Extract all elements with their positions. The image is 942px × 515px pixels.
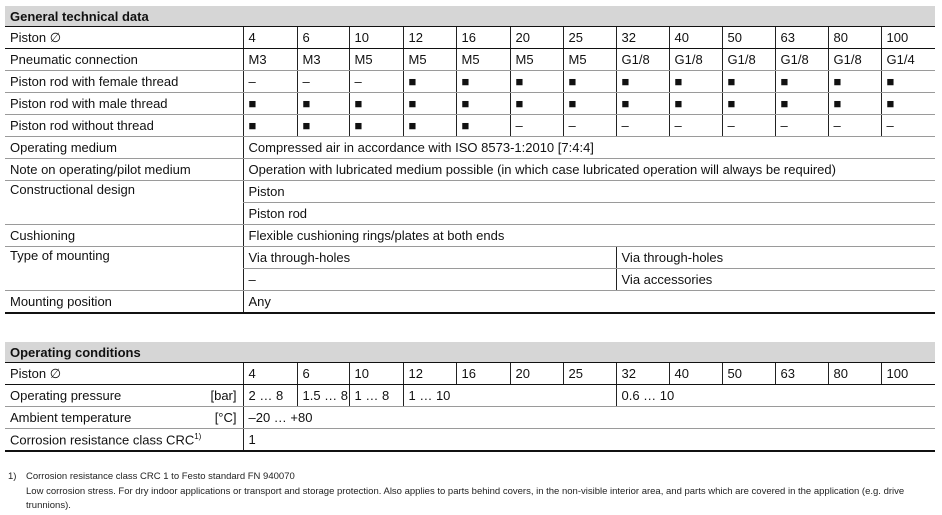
size-cell: 20 bbox=[510, 363, 563, 385]
male-thread-value: ■ bbox=[563, 93, 616, 115]
without-thread-value: – bbox=[669, 115, 722, 137]
size-cell: 6 bbox=[297, 363, 349, 385]
operating-pressure-value: 2 … 8 bbox=[243, 385, 297, 407]
size-cell: 25 bbox=[563, 27, 616, 49]
pneumatic-connection-label: Pneumatic connection bbox=[5, 49, 243, 71]
without-thread-value: – bbox=[722, 115, 775, 137]
note-medium-value: Operation with lubricated medium possible (in which case lubricated operation will always be required) bbox=[243, 159, 935, 181]
male-thread-label: Piston rod with male thread bbox=[5, 93, 243, 115]
operating-pressure-label bbox=[5, 385, 243, 407]
female-thread-value: ■ bbox=[828, 71, 881, 93]
type-of-mounting-right: Via through-holes bbox=[616, 247, 935, 269]
pneumatic-connection-value: M5 bbox=[349, 49, 403, 71]
female-thread-value: – bbox=[297, 71, 349, 93]
pneumatic-connection-value: M5 bbox=[563, 49, 616, 71]
size-cell: 12 bbox=[403, 363, 456, 385]
size-cell: 16 bbox=[456, 363, 510, 385]
male-thread-value: ■ bbox=[775, 93, 828, 115]
female-thread-value: – bbox=[349, 71, 403, 93]
general-technical-data-table bbox=[5, 6, 935, 314]
type-of-mounting-left: Via through-holes bbox=[243, 247, 616, 269]
male-thread-value: ■ bbox=[456, 93, 510, 115]
size-cell: 4 bbox=[243, 363, 297, 385]
pneumatic-connection-value: G1/8 bbox=[775, 49, 828, 71]
operating-medium-label: Operating medium bbox=[5, 137, 243, 159]
operating-pressure-value: 0.6 … 10 bbox=[616, 385, 935, 407]
size-cell: 10 bbox=[349, 27, 403, 49]
without-thread-value: ■ bbox=[243, 115, 297, 137]
cushioning-value: Flexible cushioning rings/plates at both ends bbox=[243, 225, 935, 247]
male-thread-value: ■ bbox=[828, 93, 881, 115]
without-thread-value: – bbox=[510, 115, 563, 137]
corrosion-class-value: 1 bbox=[243, 429, 935, 452]
operating-conditions-table bbox=[5, 342, 935, 452]
without-thread-value: ■ bbox=[403, 115, 456, 137]
without-thread-value: – bbox=[616, 115, 669, 137]
pneumatic-connection-value: G1/8 bbox=[828, 49, 881, 71]
operating-pressure-value: 1 … 10 bbox=[403, 385, 616, 407]
footnote-line-1: Corrosion resistance class CRC 1 to Festo standard FN 940070 bbox=[26, 471, 295, 482]
size-cell: 20 bbox=[510, 27, 563, 49]
male-thread-value: ■ bbox=[510, 93, 563, 115]
footnote bbox=[8, 470, 908, 514]
without-thread-value: – bbox=[775, 115, 828, 137]
female-thread-value: ■ bbox=[456, 71, 510, 93]
size-cell: 63 bbox=[775, 363, 828, 385]
pneumatic-connection-value: M3 bbox=[243, 49, 297, 71]
type-of-mounting-right: Via accessories bbox=[616, 269, 935, 291]
female-thread-value: ■ bbox=[403, 71, 456, 93]
operating-pressure-text: Operating pressure bbox=[10, 388, 122, 403]
male-thread-value: ■ bbox=[243, 93, 297, 115]
size-cell: 25 bbox=[563, 363, 616, 385]
type-of-mounting-left: – bbox=[243, 269, 616, 291]
operating-pressure-value: 1.5 … 8 bbox=[297, 385, 349, 407]
cushioning-label: Cushioning bbox=[5, 225, 243, 247]
footnote-ref: 1) bbox=[194, 431, 202, 441]
constructional-design-value: Piston rod bbox=[243, 203, 935, 225]
size-cell: 12 bbox=[403, 27, 456, 49]
male-thread-value: ■ bbox=[669, 93, 722, 115]
size-cell: 100 bbox=[881, 27, 935, 49]
footnote-number: 1) bbox=[8, 471, 17, 482]
without-thread-value: ■ bbox=[297, 115, 349, 137]
female-thread-value: – bbox=[243, 71, 297, 93]
size-cell: 10 bbox=[349, 363, 403, 385]
size-cell: 63 bbox=[775, 27, 828, 49]
ambient-temperature-text: Ambient temperature bbox=[10, 410, 132, 425]
ambient-temperature-value: –20 … +80 bbox=[243, 407, 935, 429]
pneumatic-connection-value: M5 bbox=[403, 49, 456, 71]
male-thread-value: ■ bbox=[297, 93, 349, 115]
corrosion-class-text: Corrosion resistance class CRC bbox=[10, 432, 195, 448]
female-thread-value: ■ bbox=[669, 71, 722, 93]
size-cell: 50 bbox=[722, 363, 775, 385]
male-thread-value: ■ bbox=[722, 93, 775, 115]
pneumatic-connection-value: G1/8 bbox=[616, 49, 669, 71]
note-medium-label: Note on operating/pilot medium bbox=[5, 159, 243, 181]
female-thread-value: ■ bbox=[510, 71, 563, 93]
without-thread-value: ■ bbox=[349, 115, 403, 137]
constructional-design-label: Constructional design bbox=[5, 181, 243, 225]
size-cell: 80 bbox=[828, 27, 881, 49]
male-thread-value: ■ bbox=[616, 93, 669, 115]
corrosion-class-label bbox=[5, 429, 243, 452]
size-cell: 32 bbox=[616, 363, 669, 385]
footnote-line-2: Low corrosion stress. For dry indoor applications or transport and storage protection. Also applies to parts behind covers, in the non-visible interior area, and parts which are covered in the application (e.g. drive trunnions). bbox=[26, 485, 905, 511]
without-thread-value: ■ bbox=[456, 115, 510, 137]
general-title: General technical data bbox=[5, 6, 935, 27]
female-thread-value: ■ bbox=[881, 71, 935, 93]
operating-pressure-value: 1 … 8 bbox=[349, 385, 403, 407]
size-cell: 16 bbox=[456, 27, 510, 49]
piston-label: Piston ∅ bbox=[5, 27, 243, 49]
female-thread-value: ■ bbox=[616, 71, 669, 93]
without-thread-value: – bbox=[828, 115, 881, 137]
size-cell: 40 bbox=[669, 363, 722, 385]
size-cell: 40 bbox=[669, 27, 722, 49]
female-thread-value: ■ bbox=[563, 71, 616, 93]
pneumatic-connection-value: M5 bbox=[510, 49, 563, 71]
operating-medium-value: Compressed air in accordance with ISO 8573-1:2010 [7:4:4] bbox=[243, 137, 935, 159]
male-thread-value: ■ bbox=[881, 93, 935, 115]
female-thread-value: ■ bbox=[775, 71, 828, 93]
piston-label: Piston ∅ bbox=[5, 363, 243, 385]
female-thread-label: Piston rod with female thread bbox=[5, 71, 243, 93]
mounting-position-label: Mounting position bbox=[5, 291, 243, 314]
without-thread-value: – bbox=[881, 115, 935, 137]
ambient-temperature-label bbox=[5, 407, 243, 429]
mounting-position-value: Any bbox=[243, 291, 935, 314]
pneumatic-connection-value: G1/8 bbox=[669, 49, 722, 71]
size-cell: 6 bbox=[297, 27, 349, 49]
without-thread-value: – bbox=[563, 115, 616, 137]
size-cell: 50 bbox=[722, 27, 775, 49]
pneumatic-connection-value: M5 bbox=[456, 49, 510, 71]
size-cell: 4 bbox=[243, 27, 297, 49]
constructional-design-value: Piston bbox=[243, 181, 935, 203]
pneumatic-connection-value: M3 bbox=[297, 49, 349, 71]
size-cell: 100 bbox=[881, 363, 935, 385]
operating-pressure-unit: [bar] bbox=[210, 388, 237, 403]
type-of-mounting-label: Type of mounting bbox=[5, 247, 243, 291]
ambient-temperature-unit: [°C] bbox=[214, 410, 237, 425]
operating-title: Operating conditions bbox=[5, 342, 935, 363]
pneumatic-connection-value: G1/4 bbox=[881, 49, 935, 71]
size-cell: 32 bbox=[616, 27, 669, 49]
size-cell: 80 bbox=[828, 363, 881, 385]
male-thread-value: ■ bbox=[403, 93, 456, 115]
pneumatic-connection-value: G1/8 bbox=[722, 49, 775, 71]
without-thread-label: Piston rod without thread bbox=[5, 115, 243, 137]
male-thread-value: ■ bbox=[349, 93, 403, 115]
female-thread-value: ■ bbox=[722, 71, 775, 93]
